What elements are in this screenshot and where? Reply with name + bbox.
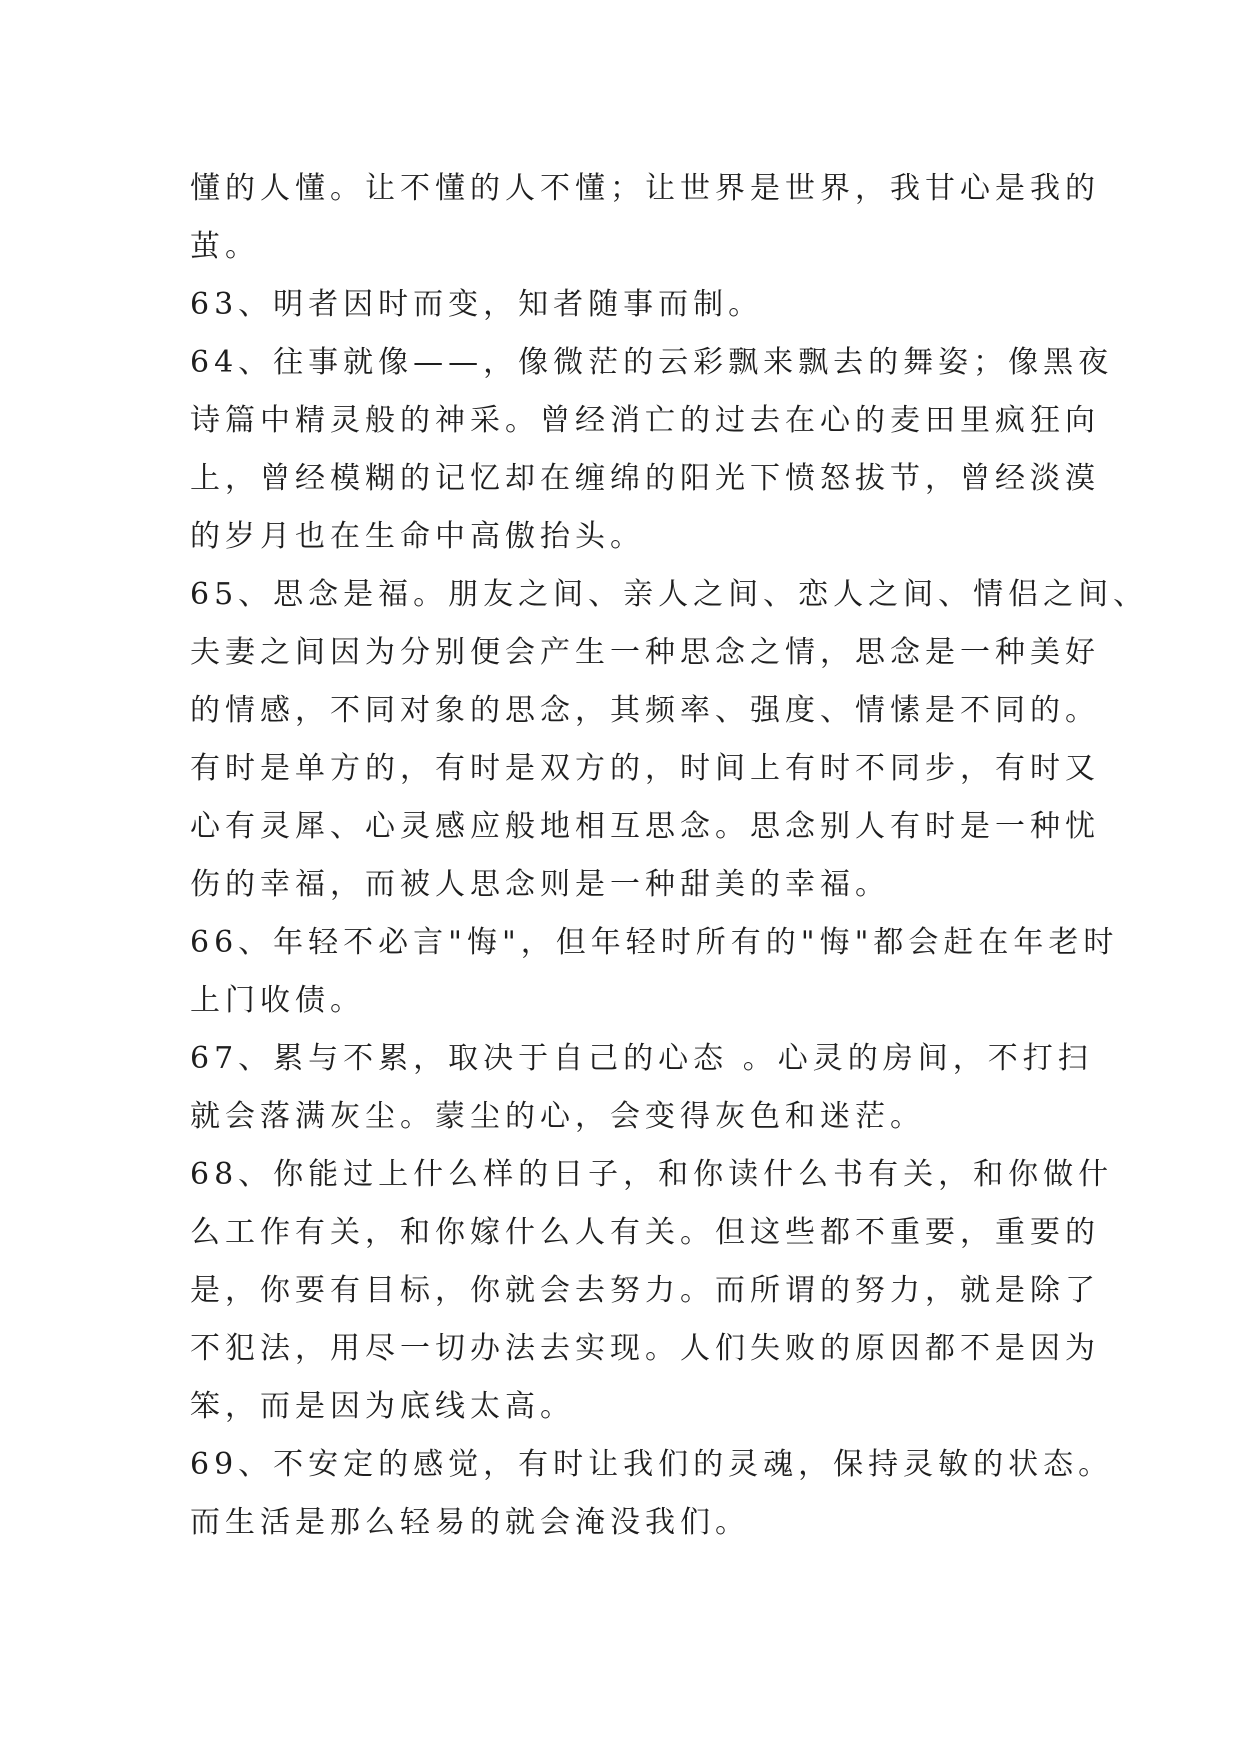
text-line: 夫妻之间因为分别便会产生一种思念之情，思念是一种美好: [190, 635, 1100, 670]
text-line: 么工作有关，和你嫁什么人有关。但这些都不重要，重要的: [190, 1215, 1100, 1250]
text-line: 上，曾经模糊的记忆却在缠绵的阳光下愤怒拔节，曾经淡漠: [190, 461, 1100, 496]
text-line: 不犯法，用尽一切办法去实现。人们失败的原因都不是因为: [190, 1331, 1100, 1366]
text-line: 心有灵犀、心灵感应般地相互思念。思念别人有时是一种忧: [190, 809, 1100, 844]
text-line: 茧。: [190, 229, 260, 264]
text-line: 就会落满灰尘。蒙尘的心，会变得灰色和迷茫。: [190, 1099, 925, 1134]
text-line: 而生活是那么轻易的就会淹没我们。: [190, 1505, 750, 1540]
text-line: 诗篇中精灵般的神采。曾经消亡的过去在心的麦田里疯狂向: [190, 403, 1100, 438]
text-line: 是，你要有目标，你就会去努力。而所谓的努力，就是除了: [190, 1273, 1100, 1308]
text-line: 69、不安定的感觉，有时让我们的灵魂，保持灵敏的状态。: [190, 1447, 1114, 1482]
text-line: 64、往事就像——，像微茫的云彩飘来飘去的舞姿；像黑夜: [190, 345, 1114, 380]
text-line: 的岁月也在生命中高傲抬头。: [190, 519, 645, 554]
text-line: 上门收债。: [190, 983, 365, 1018]
body-text: [190, 160, 1149, 1552]
text-line: 67、累与不累，取决于自己的心态 。心灵的房间，不打扫: [190, 1041, 1093, 1076]
text-line: 笨，而是因为底线太高。: [190, 1389, 575, 1424]
text-line: 懂的人懂。让不懂的人不懂；让世界是世界，我甘心是我的: [190, 171, 1100, 206]
text-line: 65、思念是福。朋友之间、亲人之间、恋人之间、情侣之间、: [190, 577, 1149, 612]
text-line: 68、你能过上什么样的日子，和你读什么书有关，和你做什: [190, 1157, 1114, 1192]
text-line: 有时是单方的，有时是双方的，时间上有时不同步，有时又: [190, 751, 1100, 786]
text-line: 63、明者因时而变，知者随事而制。: [190, 287, 764, 322]
text-line: 伤的幸福，而被人思念则是一种甜美的幸福。: [190, 867, 890, 902]
text-line: 66、年轻不必言"悔"，但年轻时所有的"悔"都会赶在年老时: [190, 925, 1119, 960]
text-line: 的情感，不同对象的思念，其频率、强度、情愫是不同的。: [190, 693, 1100, 728]
